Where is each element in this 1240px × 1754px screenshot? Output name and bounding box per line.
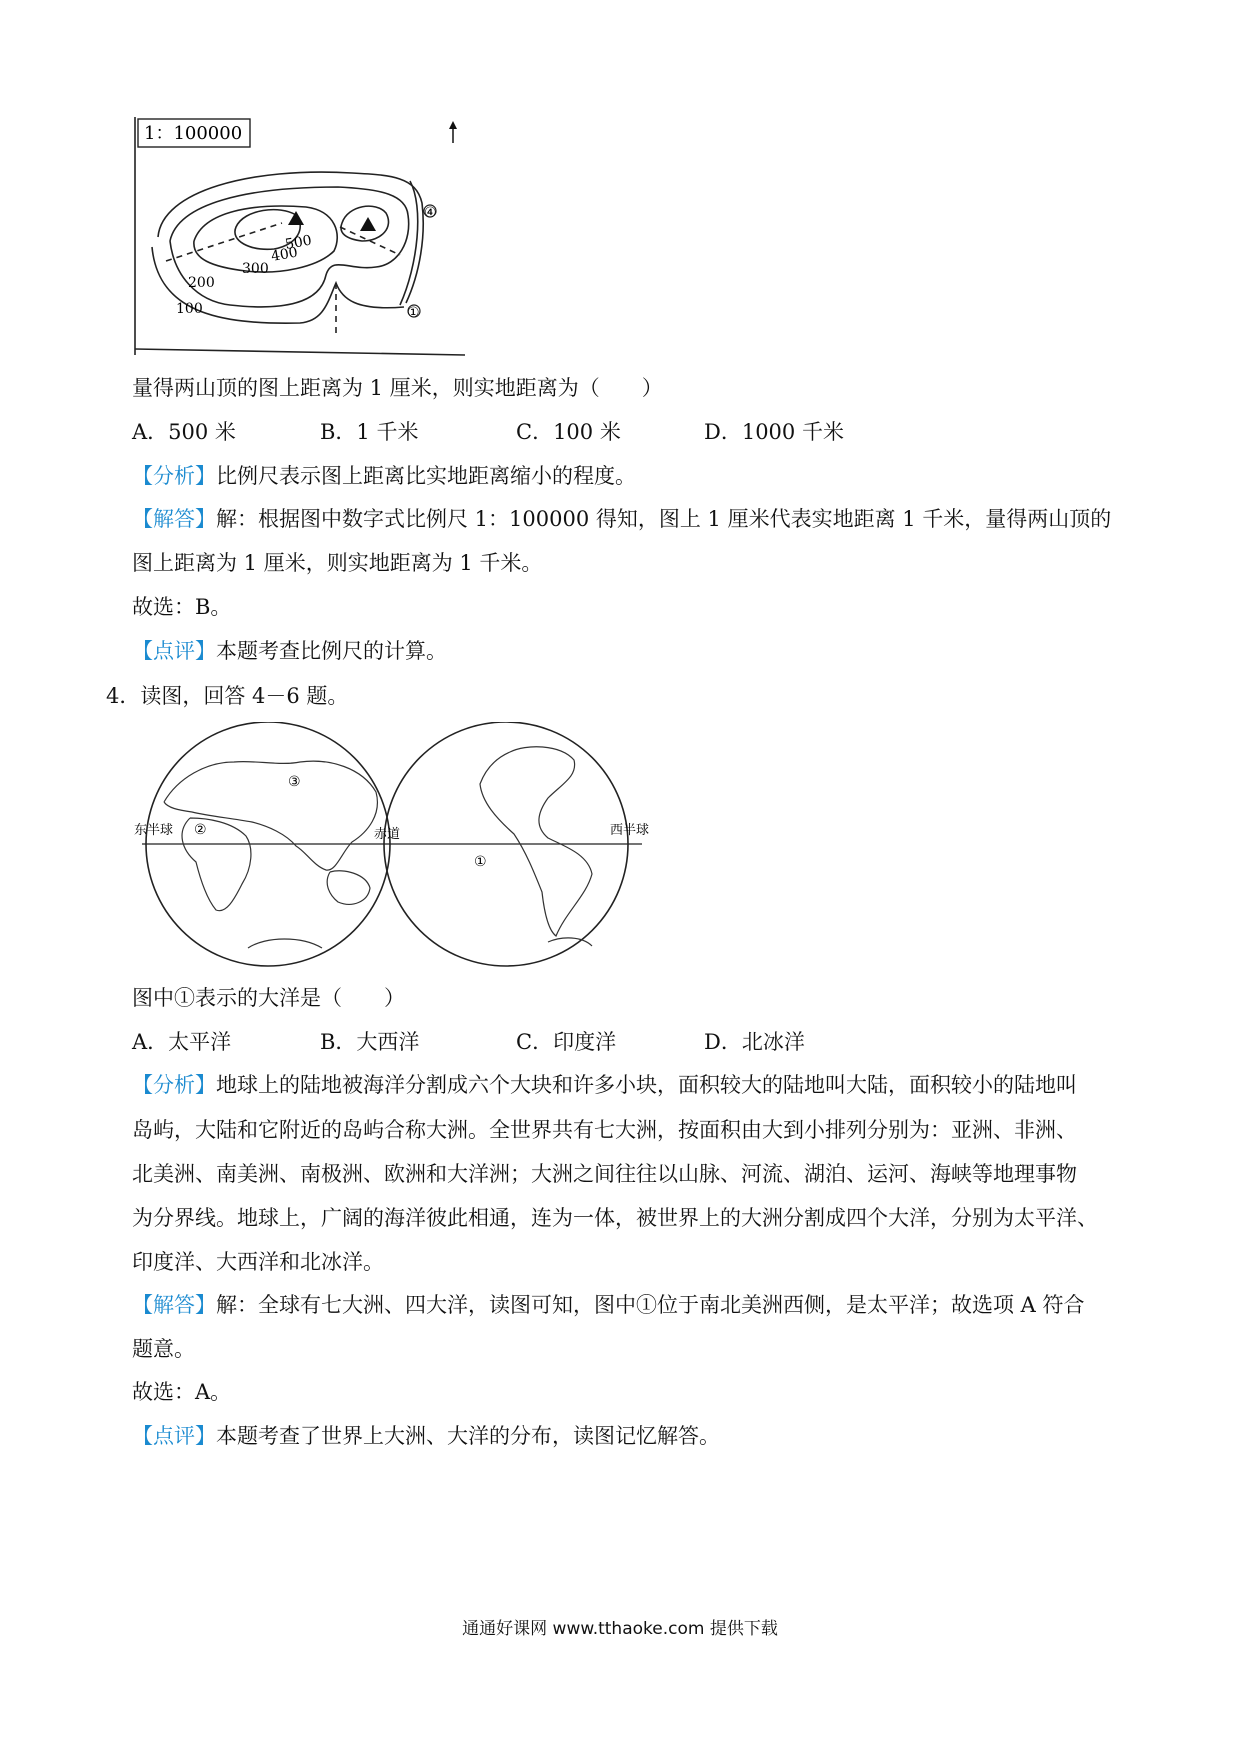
q3-option-b[interactable]: B．1 千米 <box>320 420 419 444</box>
north-arrow-icon <box>449 121 457 129</box>
q3-options <box>132 418 1032 446</box>
peak-triangle-right <box>360 217 376 231</box>
q4-option-b[interactable]: B．大西洋 <box>320 1030 420 1054</box>
contour-label-500: 500 <box>283 232 314 253</box>
review-text: 本题考查了世界上大洲、大洋的分布，读图记忆解答。 <box>216 1424 720 1448</box>
answer-text: 解：全球有七大洲、四大洋，读图可知，图中①位于南北美洲西侧，是太平洋；故选项 A 符合 <box>216 1293 1085 1317</box>
q4-options <box>132 1028 1032 1056</box>
marker-4: ④ <box>424 205 437 221</box>
marker-1: ① <box>407 305 420 321</box>
q3-answer-line-1 <box>132 505 1111 533</box>
q3-analysis <box>132 462 636 490</box>
q4-analysis-line-4: 为分界线。地球上，广阔的海洋彼此相通，连为一体，被世界上的大洲分割成四个大洋，分别为太平洋、 <box>132 1206 1098 1230</box>
contour-label-400: 400 <box>269 244 300 265</box>
west-label-text: 西半球 <box>610 823 650 838</box>
q3-review <box>132 637 447 665</box>
q3-option-d[interactable]: D．1000 千米 <box>704 420 844 444</box>
marker-3: ③ <box>288 774 301 790</box>
marker-1: ① <box>474 854 487 870</box>
west-hemisphere-label <box>610 822 649 838</box>
q3-option-c[interactable]: C．100 米 <box>516 420 621 444</box>
q4-choice: 故选：A。 <box>132 1380 232 1404</box>
contour-label-300: 300 <box>242 261 269 277</box>
answer-text: 解：根据图中数字式比例尺 1：100000 得知，图上 1 厘米代表实地距离 1 千米，量得两山顶的 <box>216 507 1112 531</box>
scale-label: 1：100000 <box>144 123 243 144</box>
analysis-tag: 【分析】 <box>132 464 216 488</box>
world-hemispheres-map <box>130 722 650 972</box>
q4-analysis-line-2: 岛屿，大陆和它附近的岛屿合称大洲。全世界共有七大洲，按面积由大到小排列分别为：亚洲、非洲、 <box>132 1118 1077 1142</box>
q4-option-c[interactable]: C．印度洋 <box>516 1030 617 1054</box>
analysis-text: 地球上的陆地被海洋分割成六个大块和许多小块，面积较大的陆地叫大陆，面积较小的陆地叫 <box>216 1073 1077 1097</box>
q4-stem: 图中①表示的大洋是（ ） <box>132 986 405 1010</box>
contour-label-200: 200 <box>188 275 215 291</box>
review-text: 本题考查比例尺的计算。 <box>216 639 447 663</box>
marker-2: ② <box>194 822 207 838</box>
contour-label-100: 100 <box>176 301 203 317</box>
q4-answer-line-2: 题意。 <box>132 1337 195 1361</box>
contour-map-figure <box>130 115 470 360</box>
q4-intro: 4．读图，回答 4－6 题。 <box>106 684 349 708</box>
analysis-tag: 【分析】 <box>132 1073 216 1097</box>
q4-analysis-line-5: 印度洋、大西洋和北冰洋。 <box>132 1250 384 1274</box>
review-tag: 【点评】 <box>132 639 216 663</box>
answer-tag: 【解答】 <box>132 1293 216 1317</box>
q4-answer-line-1 <box>132 1291 1085 1319</box>
east-label-text: 东半球 <box>134 823 174 838</box>
page-footer: 通通好课网 www.tthaoke.com 提供下载 <box>462 1619 778 1639</box>
east-hemisphere-label <box>134 822 173 838</box>
review-tag: 【点评】 <box>132 1424 216 1448</box>
q4-option-a[interactable]: A．太平洋 <box>132 1030 232 1054</box>
analysis-text: 比例尺表示图上距离比实地距离缩小的程度。 <box>216 464 636 488</box>
q3-option-a[interactable]: A．500 米 <box>132 420 236 444</box>
q3-answer-line-2: 图上距离为 1 厘米，则实地距离为 1 千米。 <box>132 551 543 575</box>
q4-analysis-line-1 <box>132 1071 1077 1099</box>
q3-stem: 量得两山顶的图上距离为 1 厘米，则实地距离为（ ） <box>132 376 663 400</box>
q4-review <box>132 1422 720 1450</box>
q3-choice: 故选：B。 <box>132 595 232 619</box>
answer-tag: 【解答】 <box>132 507 216 531</box>
q4-analysis-line-3: 北美洲、南美洲、南极洲、欧洲和大洋洲；大洲之间往往以山脉、河流、湖泊、运河、海峡等地理事物 <box>132 1162 1077 1186</box>
q4-option-d[interactable]: D．北冰洋 <box>704 1030 805 1054</box>
equator-label: 赤道 <box>374 827 401 842</box>
